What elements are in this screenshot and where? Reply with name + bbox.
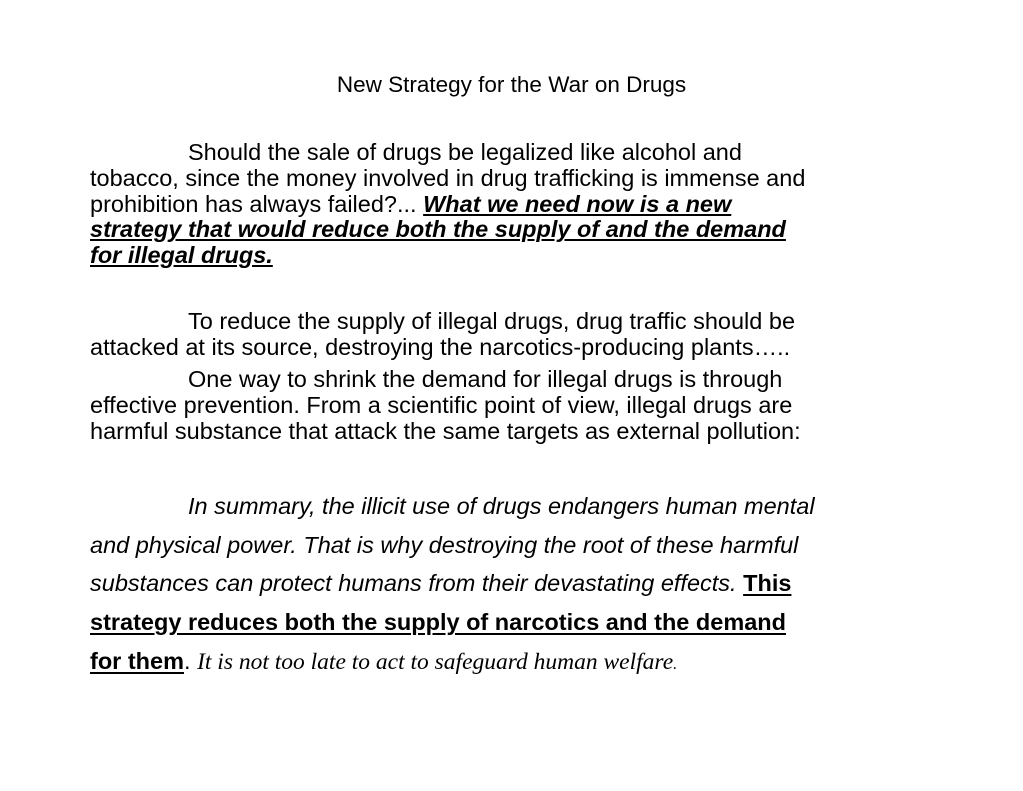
p4-line-4 bbox=[90, 607, 786, 637]
p2-line-2: attacked at its source, destroying the narcotics-producing plants….. bbox=[90, 334, 791, 360]
p4-line-1: In summary, the illicit use of drugs endangers human mental bbox=[188, 493, 815, 519]
p1-line-3 bbox=[90, 191, 731, 217]
p4-emphasis-end: for them bbox=[90, 648, 184, 674]
p1-emphasis-end: for illegal drugs. bbox=[90, 242, 273, 268]
closing-sentence: It is not too late to act to safeguard human welfare bbox=[197, 649, 674, 675]
p1-line-5 bbox=[90, 242, 273, 268]
p4-emphasis-middle: strategy reduces both the supply of narcotics and the demand bbox=[90, 609, 786, 635]
p4-period: . bbox=[184, 648, 198, 674]
p3-line-1: One way to shrink the demand for illegal drugs is through bbox=[188, 366, 783, 392]
p1-emphasis-middle: strategy that would reduce both the supply of and the demand bbox=[90, 216, 786, 242]
p4-line-3 bbox=[90, 568, 791, 598]
p1-line-4 bbox=[90, 216, 786, 242]
document-title: New Strategy for the War on Drugs bbox=[336, 72, 687, 97]
p2-line-1: To reduce the supply of illegal drugs, drug traffic should be bbox=[188, 308, 796, 334]
p3-line-2: effective prevention. From a scientific point of view, illegal drugs are bbox=[90, 392, 793, 418]
closing-period: . bbox=[673, 656, 678, 673]
p1-line-1: Should the sale of drugs be legalized like alcohol and bbox=[188, 139, 742, 165]
p3-line-3: harmful substance that attack the same targets as external pollution: bbox=[90, 418, 801, 444]
p4-line-3-text: substances can protect humans from their devastating effects. bbox=[90, 570, 744, 596]
p4-line-2: and physical power. That is why destroying the root of these harmful bbox=[90, 532, 799, 558]
p1-emphasis-start: What we need now is a new bbox=[423, 191, 732, 217]
p1-line-3-text: prohibition has always failed?... bbox=[90, 191, 424, 217]
p4-line-5 bbox=[90, 646, 677, 680]
p1-line-2: tobacco, since the money involved in drug trafficking is immense and bbox=[90, 165, 806, 191]
p4-emphasis-start: This bbox=[743, 570, 792, 596]
